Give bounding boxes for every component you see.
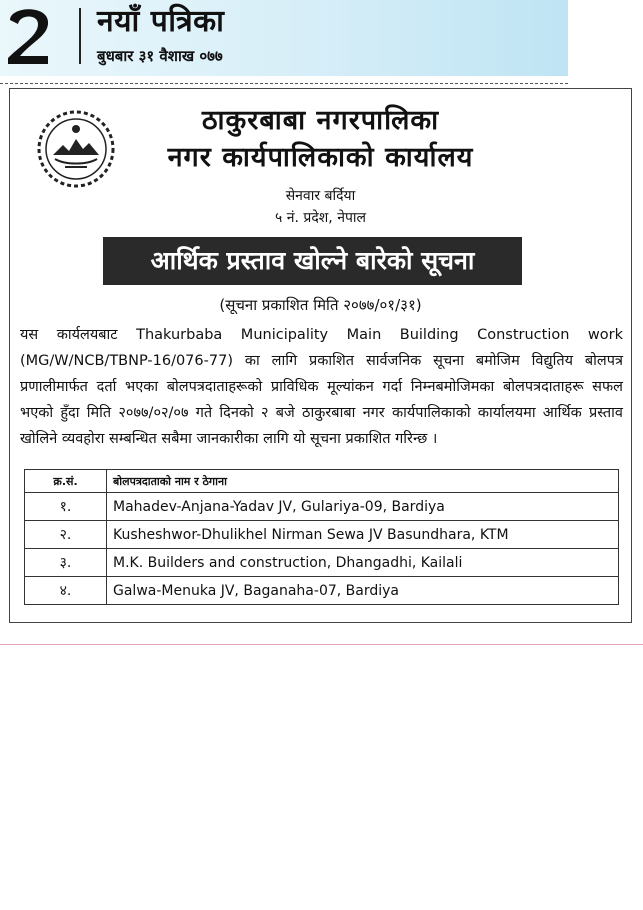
table-header-row: [25, 470, 619, 493]
bidder-name: Galwa-Menuka JV, Baganaha-07, Bardiya: [107, 577, 619, 605]
bidders-table: [24, 469, 619, 605]
bidder-name-header: बोलपत्रदाताको नाम र ठेगाना: [107, 470, 619, 493]
table-row: [25, 521, 619, 549]
public-notice: [9, 88, 632, 623]
address-line-1: सेनवार बर्दिया: [285, 188, 356, 204]
notice-headline: आर्थिक प्रस्ताव खोल्ने बारेको सूचना: [103, 237, 522, 285]
bidder-name: Kusheshwor-Dhulikhel Nirman Sewa JV Basundhara, KTM: [107, 521, 619, 549]
table-row: [25, 549, 619, 577]
dashed-divider: [0, 83, 568, 84]
masthead-divider: [79, 8, 81, 64]
serial-number-header: क्र.सं.: [25, 470, 107, 493]
table-row: [25, 493, 619, 521]
issue-date: बुधबार ३१ वैशाख ०७७: [97, 47, 223, 65]
municipality-name: ठाकुरबाबा नगरपालिका: [201, 105, 440, 136]
office-name: नगर कार्यपालिकाको कार्यालय: [167, 142, 474, 173]
serial-number: १.: [25, 493, 107, 521]
page-separator: [0, 644, 643, 645]
bidder-name: M.K. Builders and construction, Dhangadhi, Kailali: [107, 549, 619, 577]
serial-number: ४.: [25, 577, 107, 605]
serial-number: ३.: [25, 549, 107, 577]
table-row: [25, 577, 619, 605]
bidder-name: Mahadev-Anjana-Yadav JV, Gulariya-09, Bardiya: [107, 493, 619, 521]
serial-number: २.: [25, 521, 107, 549]
newspaper-title: नयाँ पत्रिका: [97, 4, 225, 39]
notice-body: यस कार्यलयबाट Thakurbaba Municipality Main Building Construction work (MG/W/NCB/TBNP-16/076-77) का लागि प्रकाशित सार्वजनिक सूचना बमोजिम विद्युतिय बोलपत्र प्रणालीमार्फत दर्ता भएका बोलपत्रदाताहरूको प्राविधिक मूल्यांकन गर्दा निम्नबमोजिमका बोलपत्रदाताहरू सफल भएको हुँदा मिति २०७७/०२/०७ गते दिनको २ बजे ठाकुरबाबा नगर कार्यपालिकाको कार्यालयमा आर्थिक प्रस्ताव खोलिने व्यवहोरा सम्बन्धित सबैमा जानकारीका लागि यो सूचना प्रकाशित गरिन्छ ।: [20, 327, 623, 447]
newspaper-logo-icon: [4, 2, 56, 66]
address-line-2: ५ नं. प्रदेश, नेपाल: [274, 210, 367, 226]
published-date: (सूचना प्रकाशित मिति २०७७/०१/३१): [219, 296, 422, 314]
newspaper-masthead: [0, 0, 568, 76]
